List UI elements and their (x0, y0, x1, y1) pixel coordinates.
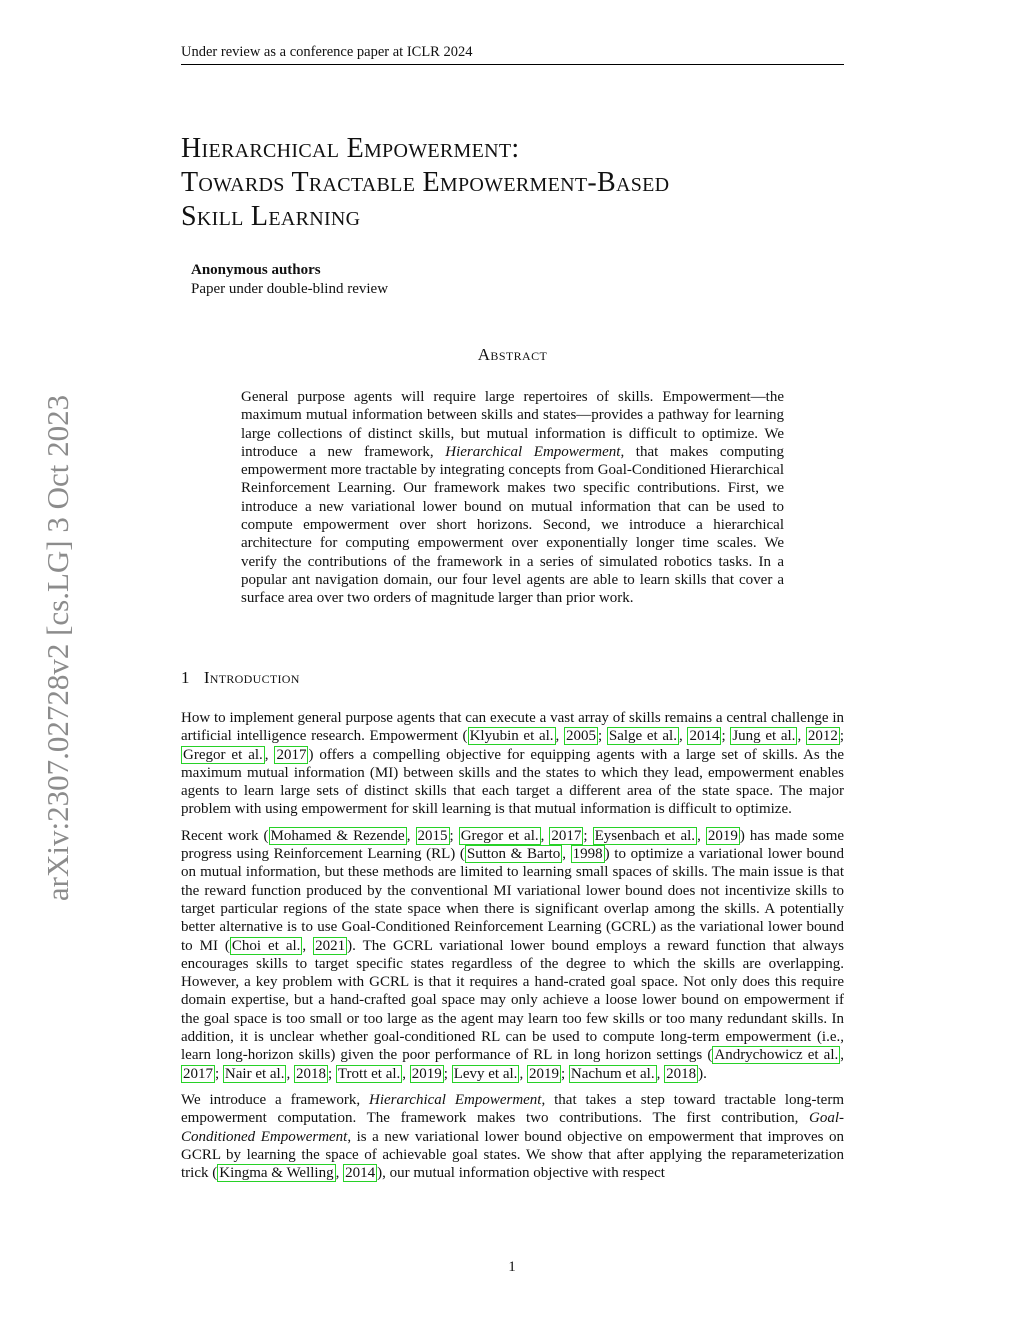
intro-paragraph-1: How to implement general purpose agents that can execute a vast array of skills remains a central challenge in artificial intelligence research. Empowerment ( Klyubin et al. , 2005 ; Salge et al. , 2014 ; Jung et al. , 2012 ; Gregor et al. , 2017 ) offers a compelling objective for equipping agents with a large set of skills. As the maximum mutual information (MI) between skills and the states to which they lead, empowerment enables agents to learn large sets of distinct skills that each target a different area of the state space. The major problem with using empowerment for skill learning is that mutual information is difficult to optimize. (181, 710, 845, 818)
citation-link[interactable]: Mohamed & Rezende (270, 827, 405, 844)
citation-link[interactable]: Sutton & Barto (466, 846, 561, 863)
paper-title (181, 132, 844, 234)
arxiv-sidebar-stamp: arXiv:2307.02728v2 [cs.LG] 3 Oct 2023 (40, 394, 75, 902)
author-block (191, 261, 388, 299)
intro-paragraph-2: Recent work ( Mohamed & Rezende , 2015 ; Gregor et al. , 2017 ; Eysenbach et al. , 2019 ) has made some progress using Reinforcement Learning (RL) ( Sutton & Barto , 1998 ) to optimize a variational lower bound on mutual information, but these methods are limited to learning small spaces of skills. The main issue is that the reward function produced by the conventional MI variational lower bound does not incentivize skills to target particular regions of the state space when there is significant overlap among the skills. A potentially better alternative is to use Goal-Conditioned Reinforcement Learning (GCRL) as the variational lower bound to MI ( Choi et al. , 2021 ). The GCRL variational lower bound employs a reward function that always encourages skills to target specific states regardless of the degree to which the skills are overlapping. However, a key problem with GCRL is that it requires a hand-crated goal space. Not only does this require domain expertise, but a hand-crafted goal space may only achieve a loose lower bound on empowerment if the goal space is too small or too large as the agent may learn too few skills or too many redundant skills. In addition, it is unclear whether goal-conditioned RL can be used to compute long-term empowerment (i.e., learn long-horizon skills) given the poor performance of RL in long horizon settings ( Andrychowicz et al. , 2017 ; Nair et al. , 2018 ; Trott et al. , 2019 ; Levy et al. , 2019 ; Nachum et al. , 2018 ). (181, 827, 845, 1082)
introduction-body (181, 709, 844, 1190)
citation-link[interactable]: 2015 (417, 827, 448, 844)
citation-link[interactable]: 2019 (528, 1065, 559, 1082)
author-name: Anonymous authors (191, 262, 321, 278)
citation-link[interactable]: Andrychowicz et al. (714, 1047, 839, 1064)
citation-link[interactable]: Klyubin et al. (469, 728, 554, 745)
citation-link[interactable]: Nachum et al. (570, 1065, 655, 1082)
abstract-text: General purpose agents will require large repertoires of skills. Empowerment—the maximum mutual information between skills and states—provides a pathway for learning large collections of distinct skills, but mutual information is difficult to optimize. We introduce a new framework, Hierarchical Empowerment, that makes computing empowerment more tractable by integrating concepts from Goal-Conditioned Hierarchical Reinforcement Learning. Our framework makes two specific contributions. First, we introduce a new variational lower bound on mutual information that can be used to compute empowerment over short horizons. Second, we introduce a hierarchical architecture for computing empowerment over exponentially longer time scales. We verify the contributions of the framework in a series of simulated robotics tasks. In a popular ant navigation domain, our four level agents are able to learn skills that cover a surface area over two orders of magnitude larger than prior work. (241, 389, 784, 607)
citation-link[interactable]: 2017 (551, 827, 582, 844)
running-header: Under review as a conference paper at ICLR 2024 (181, 44, 844, 65)
citation-link[interactable]: 2018 (666, 1065, 697, 1082)
citation-link[interactable]: 2012 (807, 728, 838, 745)
intro-paragraph-3: We introduce a framework, Hierarchical Empowerment, that takes a step toward tractable long-term empowerment computation. The framework makes two contributions. The first contribution, Goal-Conditioned Empowerment, is a new variational lower bound objective on empowerment that improves on GCRL by learning the space of achievable goal states. We show that after applying the reparameterization trick ( Kingma & Welling , 2014 ), our mutual information objective with respect (181, 1091, 844, 1182)
citation-link[interactable]: 2014 (345, 1165, 376, 1182)
citation-link[interactable]: Choi et al. (231, 937, 301, 954)
citation-link[interactable]: 2005 (565, 728, 596, 745)
citation-link[interactable]: Salge et al. (608, 728, 677, 745)
citation-link[interactable]: Gregor et al. (183, 746, 263, 763)
citation-link[interactable]: Nair et al. (224, 1065, 285, 1082)
citation-link[interactable]: 2019 (707, 827, 738, 844)
citation-link[interactable]: 2018 (295, 1065, 326, 1082)
title-line-1: Hierarchical Empowerment: (181, 133, 520, 164)
citation-link[interactable]: 2017 (183, 1065, 213, 1082)
citation-link[interactable]: Kingma & Welling (219, 1165, 334, 1182)
contribution-name: Goal-Conditioned Empowerment (181, 1110, 844, 1145)
citation-link[interactable]: 2014 (689, 728, 720, 745)
abstract-heading: Abstract (477, 345, 548, 364)
review-note: Paper under double-blind review (191, 281, 389, 297)
citation-link[interactable]: 2019 (411, 1065, 442, 1082)
section-title: Introduction (203, 668, 300, 687)
section-heading-introduction (181, 668, 300, 688)
title-line-2: Towards Tractable Empowerment-Based (181, 167, 670, 198)
citation-link[interactable]: Levy et al. (453, 1065, 518, 1082)
framework-name: Hierarchical Empowerment (369, 1091, 542, 1108)
citation-link[interactable]: Gregor et al. (460, 827, 539, 844)
citation-link[interactable]: Eysenbach et al. (594, 827, 696, 844)
citation-link[interactable]: 2021 (315, 937, 346, 954)
citation-link[interactable]: 2017 (276, 746, 307, 763)
framework-name: Hierarchical Empowerment (445, 443, 621, 460)
citation-link[interactable]: Trott et al. (337, 1065, 401, 1082)
citation-link[interactable]: 1998 (572, 846, 603, 863)
section-number: 1 (181, 668, 190, 687)
citation-link[interactable]: Jung et al. (732, 728, 796, 745)
title-line-3: Skill Learning (181, 201, 361, 232)
page-number: 1 (508, 1259, 516, 1275)
